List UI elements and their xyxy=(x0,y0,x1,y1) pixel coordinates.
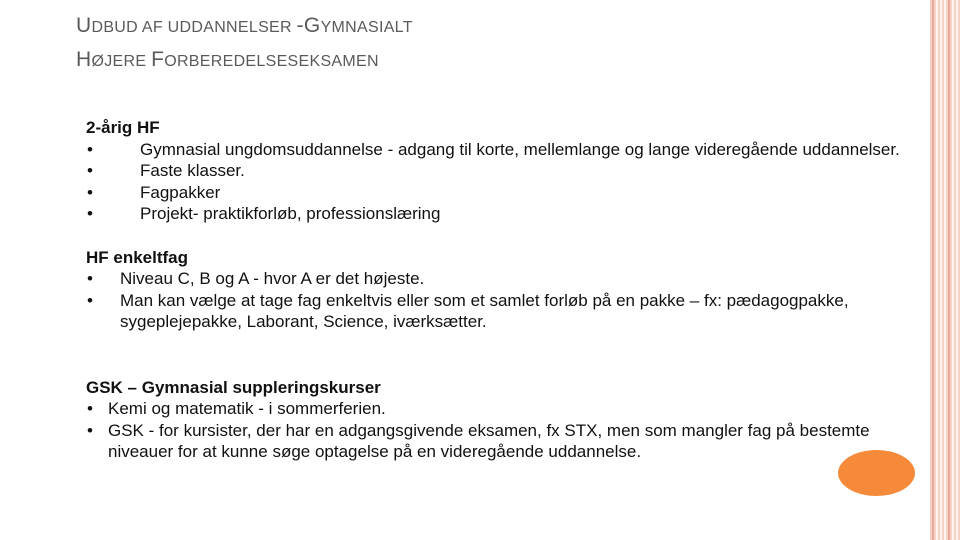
bullet-item xyxy=(86,268,906,290)
bullet-text: GSK - for kursister, der har en adgangsgivende eksamen, fx STX, men som mangler fag på bestemte niveauer for at kunne søge optagelse på en videregående uddannelse. xyxy=(108,420,870,461)
bullet-item xyxy=(86,290,906,333)
slide-title-line-2 xyxy=(76,44,413,78)
section-2-arig-hf xyxy=(86,117,906,225)
bullet-icon: • xyxy=(87,290,93,310)
decorative-orange-circle xyxy=(838,450,915,496)
slide-content xyxy=(86,117,906,463)
section-title: HF enkeltfag xyxy=(86,247,189,267)
bullet-icon: • xyxy=(87,161,93,180)
title-text: -G xyxy=(296,14,321,37)
bullet-icon: • xyxy=(87,269,93,288)
title-text: U xyxy=(76,14,92,37)
section-title: 2-årig HF xyxy=(86,118,160,137)
bullet-text: Kemi og matematik - i sommerferien. xyxy=(108,399,386,418)
section-title: GSK – Gymnasial suppleringskurser xyxy=(86,377,381,397)
decorative-stripe-line xyxy=(948,0,950,540)
bullet-icon: • xyxy=(87,204,93,223)
bullet-item xyxy=(86,139,906,161)
bullet-icon: • xyxy=(87,420,93,440)
bullet-item xyxy=(86,398,906,420)
title-text: H xyxy=(76,48,92,71)
bullet-item xyxy=(86,160,906,182)
title-text: DBUD AF UDDANNELSER xyxy=(91,19,297,36)
bullet-icon: • xyxy=(87,182,93,202)
section-hf-enkeltfag xyxy=(86,247,906,333)
title-text: F xyxy=(151,48,165,71)
bullet-text: Gymnasial ungdomsuddannelse - adgang til korte, mellemlange og lange videregående uddannelser. xyxy=(140,139,900,159)
bullet-text: Projekt- praktikforløb, professionslæring xyxy=(140,204,441,223)
bullet-text: Man kan vælge at tage fag enkeltvis eller som et samlet forløb på en pakke – fx: pædagogpakke, sygeplejepakke, Laborant, Science, iværksætter. xyxy=(120,290,849,331)
bullet-item xyxy=(86,203,906,225)
bullet-item xyxy=(86,182,906,204)
title-text: ORBEREDELSESEKSAMEN xyxy=(164,53,379,70)
bullet-text: Niveau C, B og A - hvor A er det højeste. xyxy=(120,269,425,288)
slide-title-line-1 xyxy=(76,10,413,44)
title-text: YMNASIALT xyxy=(320,19,413,36)
decorative-stripe-line xyxy=(932,0,934,540)
bullet-icon: • xyxy=(87,399,93,418)
slide-title xyxy=(76,10,413,78)
title-text: ØJERE xyxy=(91,53,152,70)
bullet-text: Fagpakker xyxy=(140,182,221,202)
section-gsk xyxy=(86,377,906,463)
bullet-icon: • xyxy=(87,139,93,159)
bullet-text: Faste klasser. xyxy=(140,161,245,180)
bullet-item xyxy=(86,420,906,463)
decorative-stripe-panel xyxy=(930,0,960,540)
